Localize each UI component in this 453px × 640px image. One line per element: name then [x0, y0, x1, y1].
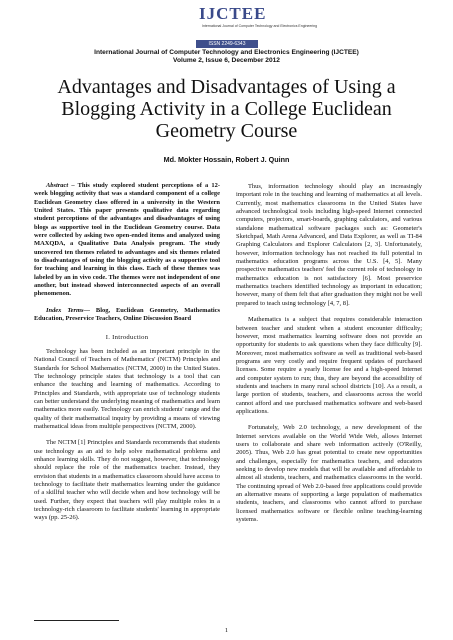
abstract [34, 182, 220, 299]
volume-line: Volume 2, Issue 6, December 2012 [173, 57, 280, 64]
intro-paragraph-2: The NCTM [1] Principles and Standards recommends that students use technology as an aid to help solve mathematical problems and enhance learning skills. They do not suggest, however, that technology should replace the role of the mathematics teacher. Instead, they envision that students in a mathematics classroom should have access to technology to facilitate their mathematics learning under the guidance of a skillful teacher who will decide when and how technology will be used. Further, they expect that teachers will play multiple roles in a technology-rich classroom to facilitate students' learning in appropriate ways (pp. 25-26). [34, 439, 220, 522]
index-terms-label: Index Terms [46, 306, 84, 314]
right-paragraph-3: Fortunately, Web 2.0 technology, a new development of the Internet services available on the World Wide Web, allows Internet users to collaborate and share web information actively (O'Reilly, 2005). Thus, Web 2.0 has great potential to create new opportunities and challenges, especially for mathematics teachers, and educators seeking to develop new models that will be available and affordable to almost all students, teachers, and mathematics classrooms in the world. The continuing spread of Web 2.0-based free applications could provide an alternative means of supporting a large population of mathematics students, teachers, and classrooms who cannot afford to purchase licensed mathematics software or flexible online teaching-learning systems. [236, 424, 422, 524]
index-terms-text: — Blog, Euclidean Geometry, Mathematics Education, Preservice Teachers, Online Discussion Board [34, 306, 220, 323]
logo-text: IJCTEE [199, 4, 267, 23]
section-heading-introduction: I. Introduction [105, 333, 149, 341]
logo-subtext: International Journal of Computer Technology and Electronics Engineering [202, 24, 318, 28]
footnote-rule [34, 620, 119, 621]
journal-name: International Journal of Computer Technology and Electronics Engineering (IJCTEE) [94, 49, 359, 56]
paper-authors: Md. Mokter Hossain, Robert J. Quinn [163, 155, 290, 164]
paper-title: Advantages and Disadvantages of Using a Blogging Activity in a College Euclidean Geometry Course [57, 76, 396, 142]
abstract-label: Abstract [46, 182, 69, 189]
journal-header [0, 49, 453, 65]
intro-paragraph-1: Technology has been included as an important principle in the National Council of Teachers of Mathematics' (NCTM) Principles and Standards for School Mathematics (NCTM, 2000) in the United States. The technology principle states that technology is a tool that can enhance the teaching and learning of mathematics. According to Principles and Standards, with appropriate use of technology students can better understand the underlying meaning of mathematics and learn mathematics more easily. Technology can enrich students' range and the quality of their mathematical inquiry by providing a means of viewing mathematical ideas from multiple perspectives (NCTM, 2000). [34, 347, 220, 430]
left-column [34, 182, 220, 531]
index-terms [34, 307, 220, 324]
right-column [236, 183, 422, 532]
journal-logo [196, 2, 318, 40]
abstract-text: – This study explored student perceptions of a 12-week blogging activity that was a standard component of a college Euclidean Geometry class offered in a university in the Western United States. This paper presents qualitative data regarding student perceptions of the advantages and disadvantages of using blogs as supportive tool in the Euclidean Geometry course. Data were collected by asking two open-ended items and analyzed using MAXQDA, a Qualitative Data Analysis program. The study uncovered ten themes related to advantages and six themes related to disadvantages of using the blogging activity as a supportive tool for teaching and learning in this class. Each of these themes was labeled by an in vivo code. The themes were not independent of one another, but instead showed interconnected aspects of an overall phenomenon. [34, 182, 220, 298]
right-paragraph-1: Thus, information technology should play an increasingly important role in the teaching and learning of mathematics at all levels. Currently, most mathematics classrooms in the United States have advanced technological tools including high-speed Internet connected computers, projectors, smart-boards, graphing calculators, and various standalone mathematical software packages such as: Geometer's Sketchpad, Math Arena Advanced, and Data Explorer, as well as TI-84 Graphing Calculators and Explorer Calculators [2, 3]. Unfortunately, however, information technology has not reached its full potential in mathematics education programs across the U.S. [4, 5]. Many prospective mathematics teachers' feel the current role of technology in mathematics education is not satisfactory [6]. Most preservice mathematics teachers identified technology as important in education; however, many of them felt that after graduation they might not be well prepared to teach using technology [4, 7, 8]. [236, 183, 422, 307]
page-number: 1 [224, 627, 229, 634]
right-paragraph-2: Mathematics is a subject that requires considerable interaction between teacher and student when a student encounter difficulty; however, most mathematics learning software does not provide an opportunity for students to ask questions when they face difficulty [9]. Moreover, most mathematics software as well as traditional web-based programs are very costly and require frequent updates of purchased licenses. Some require a yearly license fee and a high-speed Internet and computer system to run; thus, they are beyond the accessibility of students and teachers in many rural school districts [10]. As a result, a large portion of students, teachers, and classrooms across the world cannot afford and use purchased mathematics software and web-based applications. [236, 316, 422, 415]
issn-bar: ISSN 2249-6343 [196, 40, 258, 48]
